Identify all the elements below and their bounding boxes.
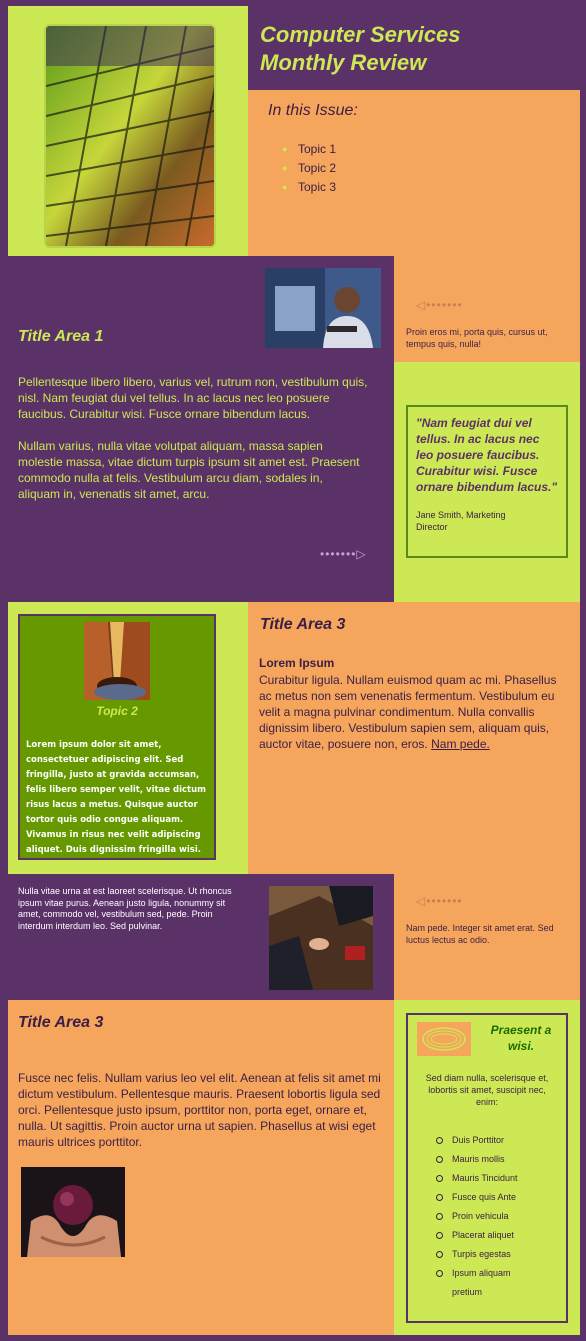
topic-text: Lorem ipsum dolor sit amet, consectetuer adipiscing elit. Sed fringilla, justo at gravida accumsan, felis libero semper velit, vitae dictum risus lacus a metus. Quisque auctor tortor quis odio congue aliquam. Vivamus in risus nec velit adipiscing aliquet. Duis dignissim fringilla wisi.	[26, 740, 207, 855]
quote-text: "Nam feugiat dui vel tellus. In ac lacus nec leo posuere faucibus. Curabitur wisi. Fusce ornare bibendum lacus."	[416, 416, 558, 494]
sidebar-text: Nam pede. Integer sit amet erat. Sed luctus lectus ac odio.	[406, 923, 554, 945]
praesent-panel	[394, 1000, 580, 1335]
sidebar-note	[394, 874, 580, 1000]
praesent-box	[406, 1013, 568, 1323]
issue-heading: In this Issue:	[268, 102, 358, 119]
paragraph: Pellentesque libero libero, varius vel, rutrum non, vestibulum quis, nisl. Nam feugiat dui vel tellus. In ac lacus nec leo posuere faucibus. Curabitur wisi. Fusce ornare bibendum lacus.	[18, 375, 368, 421]
box-description: Sed diam nulla, scelerisque et, lobortis sit amet, suscipit nec, enim:	[425, 1073, 549, 1107]
masthead	[248, 6, 580, 90]
list-item: Placerat aliquet	[436, 1226, 518, 1245]
arrow-right-icon: •••••••▷	[320, 547, 367, 561]
pull-quote-panel	[394, 362, 580, 602]
pull-quote	[406, 405, 568, 558]
topic-link[interactable]: ● Topic 2	[298, 159, 336, 178]
topic-list	[280, 140, 336, 197]
box-list	[436, 1131, 518, 1302]
box-title: Praesent a wisi.	[490, 1023, 552, 1053]
section-title: Title Area 3	[260, 616, 346, 633]
cover-panel	[8, 6, 248, 256]
hands-globe-photo	[21, 1167, 125, 1257]
list-item: Mauris Tincidunt	[436, 1169, 518, 1188]
list-item: Ipsum aliquam	[436, 1264, 518, 1283]
handshake-photo	[269, 886, 373, 990]
topic-link[interactable]: ● Topic 3	[298, 178, 336, 197]
topic-2-panel	[8, 602, 248, 874]
cover-keyboard-image	[44, 24, 216, 248]
handshake-section	[8, 874, 394, 1000]
ring-logo-icon	[417, 1022, 471, 1056]
nam-pede-link[interactable]: Nam pede.	[431, 737, 490, 751]
list-item: Mauris mollis	[436, 1150, 518, 1169]
newsletter-title: Computer Services Monthly Review	[260, 22, 461, 75]
arrow-left-icon: ◁•••••••	[416, 298, 463, 312]
section-body: Curabitur ligula. Nullam euismod quam ac mi. Phasellus ac metus non sem venenatis fermentum. Vestibulum eu velit a magna pulvinar condimentum. Nulla convallis dignissim libero. Vestibulum sapien sem, aliquam quis, auctor vitae, posuere non, eros. Nam pede.	[259, 673, 557, 751]
section-body: Fusce nec felis. Nullam varius leo vel elit. Aenean at felis sit amet mi dictum vestibulum. Pellentesque mauris. Praesent lobortis ligula sed orci. Pellentesque justo ipsum, porttitor non, porta eget, ornare et, nulla. Ut sagittis. Proin auctor urna ut sapien. Phasellus at wisi eget mauris ultrices porttitor.	[18, 1071, 381, 1149]
list-item: Duis Porttitor	[436, 1131, 518, 1150]
topic-2-box	[18, 614, 216, 860]
list-item: Fusce quis Ante	[436, 1188, 518, 1207]
sidebar-note	[394, 256, 580, 362]
list-item: Turpis egestas	[436, 1245, 518, 1264]
paragraph: Nullam varius, nulla vitae volutpat aliquam, massa sapien molestie massa, vitae dictum turpis ipsum sit amet est. Praesent commodo nulla at felis. Vestibulum arcu diam, sodales in, aliquam in, venenatis sit amet, arcu.	[18, 439, 360, 501]
title-area-3-bottom-section	[8, 1000, 394, 1335]
topic-link[interactable]: ● Topic 1	[298, 140, 336, 159]
section-title: Title Area 1	[18, 328, 104, 345]
businessman-photo	[265, 268, 381, 348]
topic-caption: Topic 2	[96, 704, 138, 718]
in-this-issue-panel	[248, 90, 580, 256]
title-area-1-section	[8, 256, 394, 602]
section-title: Title Area 3	[18, 1014, 104, 1031]
sidebar-text: Proin eros mi, porta quis, cursus ut, tempus quis, nulla!	[406, 327, 548, 349]
arrow-left-icon: ◁•••••••	[416, 894, 463, 908]
list-item: Proin vehicula	[436, 1207, 518, 1226]
section-text: Nulla vitae urna at est laoreet scelerisque. Ut rhoncus ipsum vitae purus. Aenean justo ligula, nonummy sit amet, commodo vel, vestibulum sed, pede. Proin interdum interdum leo. Sed pulvinar.	[18, 886, 232, 931]
canyon-photo	[84, 622, 150, 700]
quote-attribution: Jane Smith, Marketing Director	[416, 510, 506, 532]
list-item-continued: pretium	[452, 1287, 483, 1297]
subheading: Lorem Ipsum	[259, 656, 335, 670]
section-body	[18, 374, 368, 518]
title-area-3-section	[248, 602, 580, 874]
